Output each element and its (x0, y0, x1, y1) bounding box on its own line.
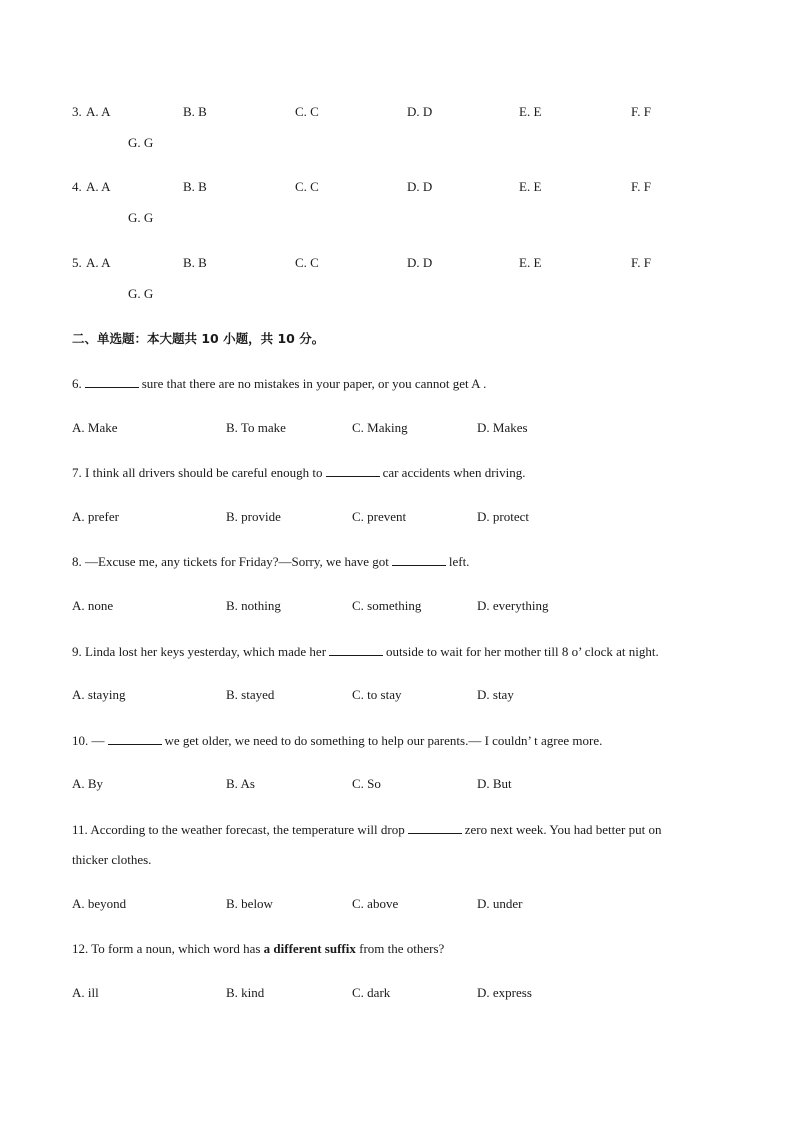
question-number: 4. (72, 179, 82, 194)
emphasized-text: a different suffix (263, 941, 356, 956)
option-g: G. G (128, 135, 154, 150)
option-d: D. everything (477, 598, 549, 613)
question-text-before: — (91, 733, 105, 748)
option-d: D. protect (477, 509, 529, 524)
option-d: D. D (407, 255, 433, 270)
option-a: A. staying (72, 687, 126, 702)
option-a: A. A (86, 179, 111, 194)
option-c: C. Making (352, 420, 408, 435)
option-c: C. C (295, 179, 319, 194)
question-text-before: To form a noun, which word has (91, 941, 261, 956)
question-text-after: left. (448, 554, 470, 569)
option-a: A. ill (72, 985, 99, 1000)
question-11-stem-continued: thicker clothes. (72, 852, 152, 867)
question-number: 10. (72, 733, 89, 748)
question-number: 5. (72, 255, 82, 270)
option-b: B. stayed (226, 687, 275, 702)
option-b: B. B (183, 104, 207, 119)
option-f: F. F (631, 179, 651, 194)
option-c: C. prevent (352, 509, 407, 524)
question-12-stem (72, 941, 444, 957)
option-c: C. C (295, 104, 319, 119)
option-d: D. But (477, 776, 512, 791)
option-c: C. C (295, 255, 319, 270)
question-7-stem (72, 464, 526, 481)
option-b: B. As (226, 776, 255, 791)
option-d: D. under (477, 896, 523, 911)
question-8-stem (72, 553, 469, 570)
question-text-before: I think all drivers should be careful enough to (85, 465, 323, 480)
option-e: E. E (519, 255, 542, 270)
answer-blank[interactable] (329, 643, 383, 656)
question-number: 8. (72, 554, 82, 569)
question-text-after: sure that there are no mistakes in your paper, or you cannot get A . (141, 376, 487, 391)
question-text-before: Linda lost her keys yesterday, which made her (85, 644, 327, 659)
option-a: A. prefer (72, 509, 119, 524)
option-a: A. By (72, 776, 104, 791)
question-9-stem (72, 643, 659, 660)
option-d: D. express (477, 985, 532, 1000)
option-a: A. A (86, 255, 111, 270)
option-b: B. B (183, 179, 207, 194)
option-e: E. E (519, 104, 542, 119)
question-6-stem (72, 375, 486, 392)
option-d: D. stay (477, 687, 514, 702)
option-d: D. D (407, 104, 433, 119)
option-b: B. kind (226, 985, 265, 1000)
option-f: F. F (631, 255, 651, 270)
option-c: C. So (352, 776, 381, 791)
answer-blank[interactable] (108, 732, 162, 745)
option-d: D. Makes (477, 420, 528, 435)
option-c: C. dark (352, 985, 391, 1000)
question-number: 7. (72, 465, 82, 480)
question-text-after: we get older, we need to do something to help our parents.— I couldn’ t agree more. (164, 733, 603, 748)
option-b: B. To make (226, 420, 286, 435)
option-b: B. below (226, 896, 273, 911)
option-b: B. nothing (226, 598, 281, 613)
question-number: 6. (72, 376, 82, 391)
option-a: A. none (72, 598, 114, 613)
answer-blank[interactable] (85, 375, 139, 388)
question-text-after: zero next week. You had better put on (464, 822, 662, 837)
option-b: B. provide (226, 509, 281, 524)
question-text-before: —Excuse me, any tickets for Friday?—Sorry, we have got (85, 554, 389, 569)
option-c: C. something (352, 598, 422, 613)
question-text-after: from the others? (359, 941, 445, 956)
question-text-after: outside to wait for her mother till 8 o’ clock at night. (386, 644, 659, 659)
option-c: C. above (352, 896, 399, 911)
answer-blank[interactable] (392, 553, 446, 566)
option-a: A. A (86, 104, 111, 119)
option-c: C. to stay (352, 687, 402, 702)
question-number: 11. (72, 822, 88, 837)
question-11-stem (72, 821, 662, 838)
option-e: E. E (519, 179, 542, 194)
question-text-before: According to the weather forecast, the temperature will drop (90, 822, 405, 837)
question-number: 3. (72, 104, 82, 119)
question-number: 9. (72, 644, 82, 659)
option-g: G. G (128, 286, 154, 301)
answer-blank[interactable] (326, 464, 380, 477)
question-number: 12. (72, 941, 89, 956)
section-title: 二、单选题：本大题共 10 小题，共 10 分。 (72, 331, 325, 346)
answer-blank[interactable] (408, 821, 462, 834)
option-a: A. Make (72, 420, 118, 435)
option-g: G. G (128, 210, 154, 225)
option-b: B. B (183, 255, 207, 270)
question-text-after: car accidents when driving. (382, 465, 526, 480)
option-f: F. F (631, 104, 651, 119)
question-10-stem (72, 732, 602, 749)
option-a: A. beyond (72, 896, 127, 911)
option-d: D. D (407, 179, 433, 194)
